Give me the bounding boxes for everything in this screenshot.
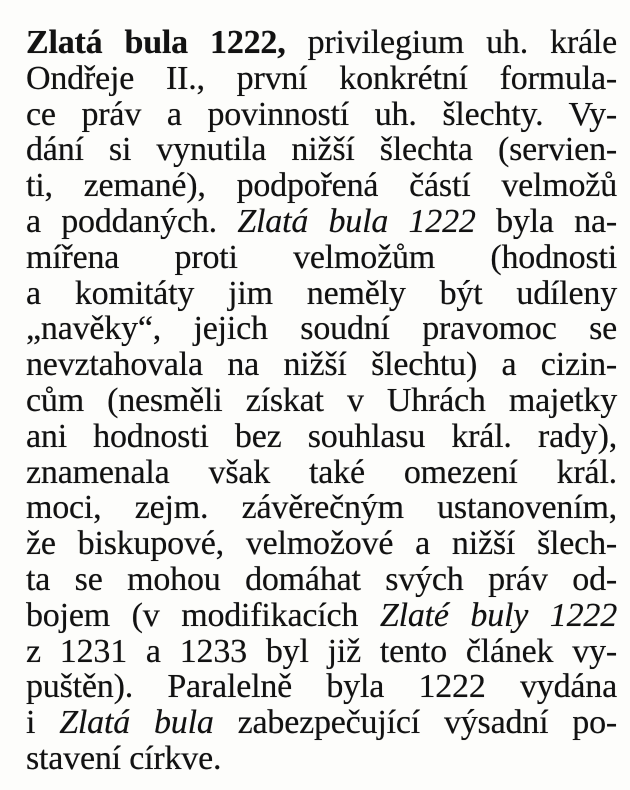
italic-term: Zlatá bula xyxy=(59,704,214,742)
text-segment: ta se mohou domáhat svých práv od- xyxy=(26,560,617,598)
text-segment: že biskupové, velmožové a nižší šlech- xyxy=(26,525,617,563)
text-segment: z 1231 a 1233 byl již tento článek vy- xyxy=(26,632,617,670)
text-line xyxy=(26,168,617,204)
text-line xyxy=(26,741,617,777)
text-line xyxy=(26,634,617,670)
text-segment: puštěn). Paralelně byla 1222 vydána xyxy=(26,668,617,706)
text-segment: i xyxy=(26,704,60,742)
text-line xyxy=(26,419,617,455)
text-segment: bojem (v modifikacích xyxy=(26,596,380,634)
text-line xyxy=(26,61,617,97)
text-segment: privilegium uh. krále xyxy=(285,24,617,61)
text-segment: a poddaných. xyxy=(26,202,238,240)
text-line xyxy=(26,204,617,240)
entry-paragraph xyxy=(26,25,617,777)
text-line xyxy=(26,669,617,705)
text-line xyxy=(26,276,617,312)
text-segment: byla na- xyxy=(475,202,617,240)
text-segment: Ondřeje II., první konkrétní formula- xyxy=(26,59,617,97)
text-segment: „navěky“, jejich soudní pravomoc se xyxy=(26,310,617,348)
text-line xyxy=(26,97,617,133)
text-segment: a komitáty jim neměly být udíleny xyxy=(26,274,617,312)
text-line xyxy=(26,705,617,741)
text-segment: nevztahovala na nižší šlechtu) a cizin- xyxy=(26,346,617,384)
text-line xyxy=(26,526,617,562)
text-segment: znamenala však také omezení král. xyxy=(26,453,617,491)
text-segment: zabezpečující výsadní po- xyxy=(213,704,618,742)
entry-headword: Zlatá bula 1222, xyxy=(26,24,286,61)
italic-term: Zlatá bula 1222 xyxy=(237,202,476,240)
text-segment: stavení církve. xyxy=(26,739,222,777)
text-segment: ani hodnosti bez souhlasu král. rady), xyxy=(26,417,617,455)
text-line xyxy=(26,490,617,526)
text-segment: cům (nesměli získat v Uhrách majetky xyxy=(26,381,617,419)
text-segment: dání si vynutila nižší šlechta (servien- xyxy=(26,131,617,169)
text-line xyxy=(26,25,617,61)
text-segment: moci, zejm. závěrečným ustanovením, xyxy=(26,489,617,527)
text-segment: ce práv a povinností uh. šlechty. Vy- xyxy=(26,95,617,133)
text-line xyxy=(26,311,617,347)
text-line xyxy=(26,455,617,491)
text-segment: ti, zemané), podpořená částí velmožů xyxy=(26,167,617,205)
text-line xyxy=(26,347,617,383)
italic-term: Zlaté buly 1222 xyxy=(379,596,617,634)
text-line xyxy=(26,598,617,634)
text-line xyxy=(26,132,617,168)
text-line xyxy=(26,240,617,276)
text-line xyxy=(26,383,617,419)
text-line xyxy=(26,562,617,598)
text-segment: mířena proti velmožům (hodnosti xyxy=(26,238,617,276)
